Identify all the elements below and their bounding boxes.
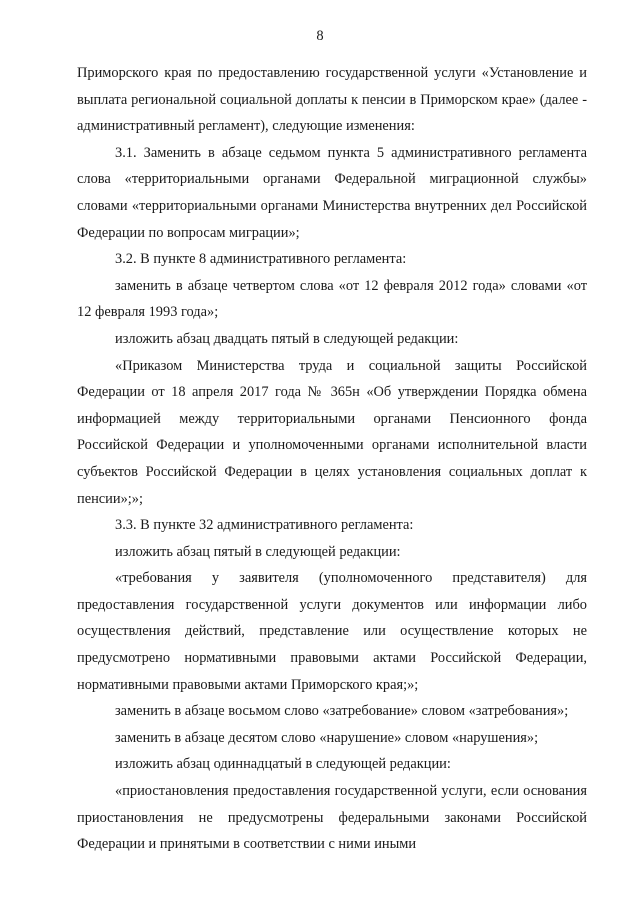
document-body [77, 60, 587, 858]
paragraph-restate-fifth: изложить абзац пятый в следующей редакции: [115, 543, 401, 560]
paragraph-item-3-3: 3.3. В пункте 32 административного регламента: [115, 517, 414, 534]
paragraph-continuation: Приморского края по предоставлению государственной услуги «Установление и выплата региональной социальной доплаты к пенсии в Приморском крае» (далее - административный регламент), следующие изменения: [77, 65, 587, 135]
paragraph-restate-twenty-fifth: изложить абзац двадцать пятый в следующей редакции: [115, 330, 459, 347]
paragraph-requirements-quote: «требования у заявителя (уполномоченного представителя) для предоставления государственной услуги документов или информации либо осуществления действий, представление или осуществление которых не предусмотрено нормативными правовыми актами Российской Федерации, нормативными правовыми актами Приморского края;»; [77, 570, 587, 693]
paragraph-replace-fourth: заменить в абзаце четвертом слова «от 12 февраля 2012 года» словами «от 12 февраля 1993 года»; [77, 277, 587, 321]
paragraph-replace-eighth: заменить в абзаце восьмом слово «затребование» словом «затребования»; [115, 703, 569, 720]
paragraph-item-3-1: 3.1. Заменить в абзаце седьмом пункта 5 административного регламента слова «территориальными органами Федеральной миграционной службы» словами «территориальными органами Министерства внутренних дел Российской Федерации по вопросам миграции»; [77, 144, 587, 241]
page-number: 8 [316, 28, 324, 44]
paragraph-suspension-quote: «приостановления предоставления государственной услуги, если основания приостановления не предусмотрены федеральными законами Российской Федерации и принятыми в соответствии с ними иными [77, 783, 587, 853]
paragraph-item-3-2: 3.2. В пункте 8 административного регламента: [115, 251, 407, 268]
paragraph-replace-tenth: заменить в абзаце десятом слово «нарушение» словом «нарушения»; [115, 729, 539, 746]
paragraph-restate-eleventh: изложить абзац одиннадцатый в следующей редакции: [115, 756, 451, 773]
paragraph-order-quote: «Приказом Министерства труда и социальной защиты Российской Федерации от 18 апреля 2017 года № 365н «Об утверждении Порядка обмена информацией между территориальными органами Пенсионного фонда Российской Федерации и уполномоченными органами исполнительной власти субъектов Российской Федерации в целях установления социальных доплат к пенсии»;»; [77, 357, 587, 507]
